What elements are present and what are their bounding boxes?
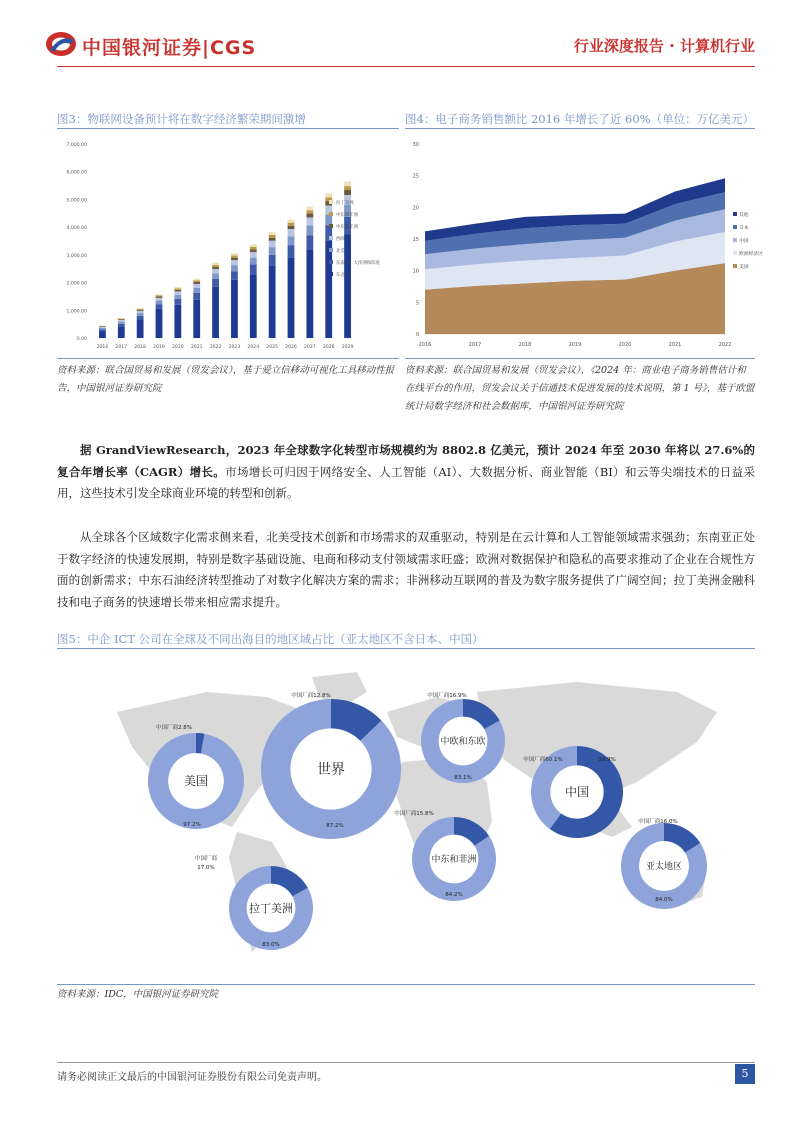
bar-segment [156,294,163,295]
legend-swatch [733,212,737,216]
bar-segment [118,318,125,319]
x-tick-label: 2024 [247,345,260,350]
fig4-rule [405,128,755,129]
bar-segment [269,232,276,235]
other-share-label: 83.0% [262,942,280,948]
donut-6 [621,817,707,909]
bar-segment [174,299,181,305]
bar-segment [212,265,219,267]
region-label: 拉丁美洲 [249,901,293,915]
report-type: 行业深度报告 · 计算机行业 [573,37,755,55]
cn-share-label: 中国厂商16.9% [427,693,467,699]
bar-segment [250,247,257,249]
legend-swatch [329,212,333,216]
bar-segment [231,258,238,260]
legend-swatch [329,248,333,252]
bar-segment [156,301,163,305]
other-share-label: 84.2% [445,892,463,898]
bar-segment [288,236,295,245]
cn-share-label: 中国厂商 [194,856,218,862]
bar-segment [231,265,238,271]
legend-swatch [329,224,333,228]
bar-segment [212,279,219,287]
paragraph-1 [57,440,755,505]
bar-segment [250,265,257,275]
legend-label: 中东和非洲 [336,225,358,230]
bar-segment [269,247,276,255]
x-tick-label: 2029 [341,345,354,350]
bar-segment [137,308,144,309]
bar-segment [325,214,332,225]
x-tick-label: 2018 [518,342,532,348]
bar-segment [306,235,313,249]
footer-disclaimer: 请务必阅读正文最后的中国银河证券股份有限公司免责声明。 [57,1072,327,1083]
bar-segment [99,326,106,327]
bar-segment [306,249,313,338]
legend-swatch [329,236,333,240]
bar-segment [174,305,181,338]
cn-share-label: 中国厂商60.1% [523,757,563,763]
y-tick-label: 6,000.00 [66,170,87,176]
y-tick-label: 0 [415,332,419,338]
legend-swatch [733,225,737,229]
bar-segment [212,287,219,338]
x-tick-label: 2021 [190,345,203,350]
x-tick-label: 2028 [322,345,335,350]
other-share-label: 87.2% [326,823,344,829]
bar-segment [344,186,351,190]
fig5-bottom-rule [57,984,755,985]
x-tick-label: 2020 [172,345,184,350]
fig4-bottom-rule [405,358,755,359]
legend-label: 北美 [336,249,345,254]
bar-segment [118,319,125,320]
bar-segment [118,319,125,320]
other-share-label: 39.9% [598,757,616,763]
bar-segment [288,220,295,223]
bar-segment [231,280,238,338]
y-tick-label: 30 [412,142,419,148]
fig5-source: 资料来源：IDC，中国银河证券研究院 [57,989,219,1000]
cn-share-label: 17.0% [197,865,215,871]
y-tick-label: 15 [412,237,419,243]
legend-label: 其他 [739,213,749,218]
bar-segment [118,326,125,338]
other-share-label: 97.2% [183,822,201,828]
bar-segment [288,226,295,229]
paragraph-2: 从全球各个区域数字化需求侧来看，北美受技术创新和市场需求的双重驱动，特别是在云计算和人工智能领域需求强劲；东南亚正处于数字经济的快速发展期，特别是数字基础设施、电商和移动支付领域需求旺盛；欧洲对数据保护和隐私的高要求推动了企业在合规性方面的创新需求；中东石油经济转型推动了对数字化解决方案的需求；非洲移动互联网的普及为数字服务提供了广阔空间；拉丁美洲金融科技和电子商务的快速增长带来相应需求提升。 [57,530,755,609]
bar-segment [288,229,295,236]
x-tick-label: 2022 [718,342,732,348]
fig4-chart [405,134,763,358]
bar-segment [269,235,276,238]
y-tick-label: 0.00 [76,337,87,342]
y-tick-label: 7,000.00 [66,143,87,148]
legend-label: 美国 [739,265,749,270]
bar-segment [193,284,200,288]
bar-segment [156,298,163,301]
bar-segment [344,190,351,195]
bar-segment [118,324,125,326]
x-tick-label: 2022 [209,345,222,350]
bar-segment [269,255,276,266]
bar-segment [344,181,351,186]
legend-label: 东南亚、大洋洲和印度 [336,261,380,266]
legend-label: 拉丁美洲 [336,201,354,206]
x-tick-label: 2018 [134,345,146,350]
region-label: 世界 [317,761,345,778]
logo-text: 中国银河证券|CGS [82,37,257,59]
fig4-title: 图4：电子商务销售额比 2016 年增长了近 60%（单位：万亿美元） [405,112,755,126]
fig5-title: 图5：中企 ICT 公司在全球及不同出海目的地区域占比（亚太地区不含日本、中国） [57,632,484,646]
cn-share-label: 中国厂商2.8% [156,725,192,731]
bar-segment [137,313,144,316]
fig3-rule [57,128,399,129]
legend-swatch [733,251,737,255]
bar-segment [193,300,200,338]
bar-segment [99,331,106,338]
bar-segment [99,328,106,329]
region-label: 中欧和东欧 [440,737,486,748]
legend-label: 中东和非洲 [336,213,358,218]
cn-share-label: 中国厂商16.0% [638,819,678,825]
bar-segment [231,260,238,265]
x-tick-label: 2027 [304,345,316,350]
bar-segment [325,241,332,338]
bar-segment [231,255,238,257]
legend-label: 西欧 [336,237,345,242]
bar-segment [174,291,181,294]
legend-label: 日本 [739,226,749,231]
y-tick-label: 2,000.00 [66,281,87,287]
legend-label: 欧洲经济区 [739,252,763,257]
x-tick-label: 2023 [228,345,241,350]
bar-segment [137,311,144,313]
x-tick-label: 2016 [418,342,432,348]
x-tick-label: 2019 [153,345,165,350]
x-tick-label: 2017 [468,342,482,348]
region-label: 中东和非洲 [431,855,477,866]
bar-segment [212,267,219,269]
x-tick-label: 2025 [266,345,278,350]
y-tick-label: 25 [412,173,419,180]
fig3-bottom-rule [57,358,399,359]
y-tick-label: 5 [415,300,419,307]
bar-segment [231,271,238,280]
footer-rule [57,1062,755,1063]
bar-segment [288,245,295,257]
bar-segment [212,273,219,279]
bar-segment [193,293,200,300]
bar-segment [288,223,295,226]
bar-segment [269,238,276,241]
bar-segment [250,258,257,265]
x-tick-label: 2020 [618,342,632,348]
bar-segment [137,309,144,310]
bar-segment [250,249,257,252]
x-tick-label: 2021 [668,342,682,348]
region-label: 亚太地区 [645,862,683,873]
bar-segment [250,244,257,246]
bar-segment [137,310,144,311]
bar-segment [193,279,200,281]
bar-segment [250,274,257,338]
fig3-title: 图3：物联网设备预计将在数字经济繁荣期间激增 [57,112,306,126]
bar-segment [118,322,125,324]
bar-segment [306,207,313,211]
bar-segment [325,193,332,197]
region-label: 美国 [183,774,209,789]
legend-swatch [329,200,333,204]
fig4-source: 资料来源：联合国贸易和发展（贸发会议），《2024 年：商业电子商务销售估计和在线平台的作用，贸发会议关于信通技术促进发展的技术说明，第 1 号》，基于欧盟统计局数字经济和社会数据库，中国银河证券研究院 [405,365,755,412]
bar-segment [156,304,163,309]
fig3-source: 资料来源：联合国贸易和发展（贸发会议），基于爱立信移动可视化工具移动性报告，中国银河证券研究院 [57,365,395,394]
y-tick-label: 10 [412,268,419,275]
region-label: 中国 [564,785,590,800]
fig3-chart [57,134,399,358]
x-tick-label: 2026 [285,345,297,350]
other-share-label: 84.0% [655,897,673,903]
bar-segment [99,329,106,331]
bar-segment [193,288,200,293]
bar-segment [269,241,276,247]
y-tick-label: 20 [412,205,419,212]
legend-swatch [329,272,333,276]
bar-segment [306,225,313,235]
logo-icon [44,30,78,58]
bar-segment [137,319,144,338]
legend-label: 中国 [739,239,749,244]
paragraph-1-bold: 据 GrandViewResearch，2023 年全球数字化转型市场规模约为 8802.8 亿美元，预计 2024 年至 2030 年将以 27.6%的复合年增长率（CAGR）增长。 [57,443,755,479]
bar-segment [137,316,144,319]
y-tick-label: 5,000.00 [66,198,87,204]
legend-label: 东北亚 [336,273,350,278]
bar-segment [269,266,276,338]
bar-segment [288,258,295,338]
other-share-label: 83.1% [454,775,472,781]
bar-segment [174,295,181,299]
x-tick-label: 2017 [115,345,128,350]
cn-share-label: 中国厂商12.8% [291,693,331,699]
legend-swatch [733,238,737,242]
bar-segment [193,280,200,282]
bar-segment [156,296,163,297]
page-number: 5 [735,1064,755,1084]
bar-segment [306,210,313,213]
fig5-chart [57,652,755,982]
donut-4 [523,746,623,838]
y-tick-label: 4,000.00 [66,226,87,232]
bar-segment [212,269,219,273]
paragraph-1-rest: 市场增长可归因于网络安全、人工智能（AI）、大数据分析、商业智能（BI）和云等尖端技术的日益采用，这些技术引发全球商业环境的转型和创新。 [57,464,755,500]
cn-share-label: 中国厂商15.8% [394,811,434,817]
bar-segment [156,309,163,338]
bar-segment [306,217,313,225]
bar-segment [306,214,313,218]
bar-segment [156,295,163,296]
bar-segment [174,288,181,289]
bar-segment [193,282,200,284]
bar-segment [231,253,238,255]
x-tick-label: 2016 [96,345,109,350]
header-rule [57,66,755,67]
bar-segment [174,290,181,292]
bar-segment [99,327,106,328]
legend-swatch [329,260,333,264]
bar-segment [250,252,257,258]
bar-segment [212,263,219,265]
x-tick-label: 2019 [568,342,582,348]
fig5-rule [57,648,755,649]
bar-segment [118,320,125,322]
y-tick-label: 1,000.00 [66,309,87,315]
y-tick-label: 3,000.00 [66,253,87,259]
legend-swatch [733,264,737,268]
bar-segment [174,287,181,288]
bar-segment [344,234,351,338]
